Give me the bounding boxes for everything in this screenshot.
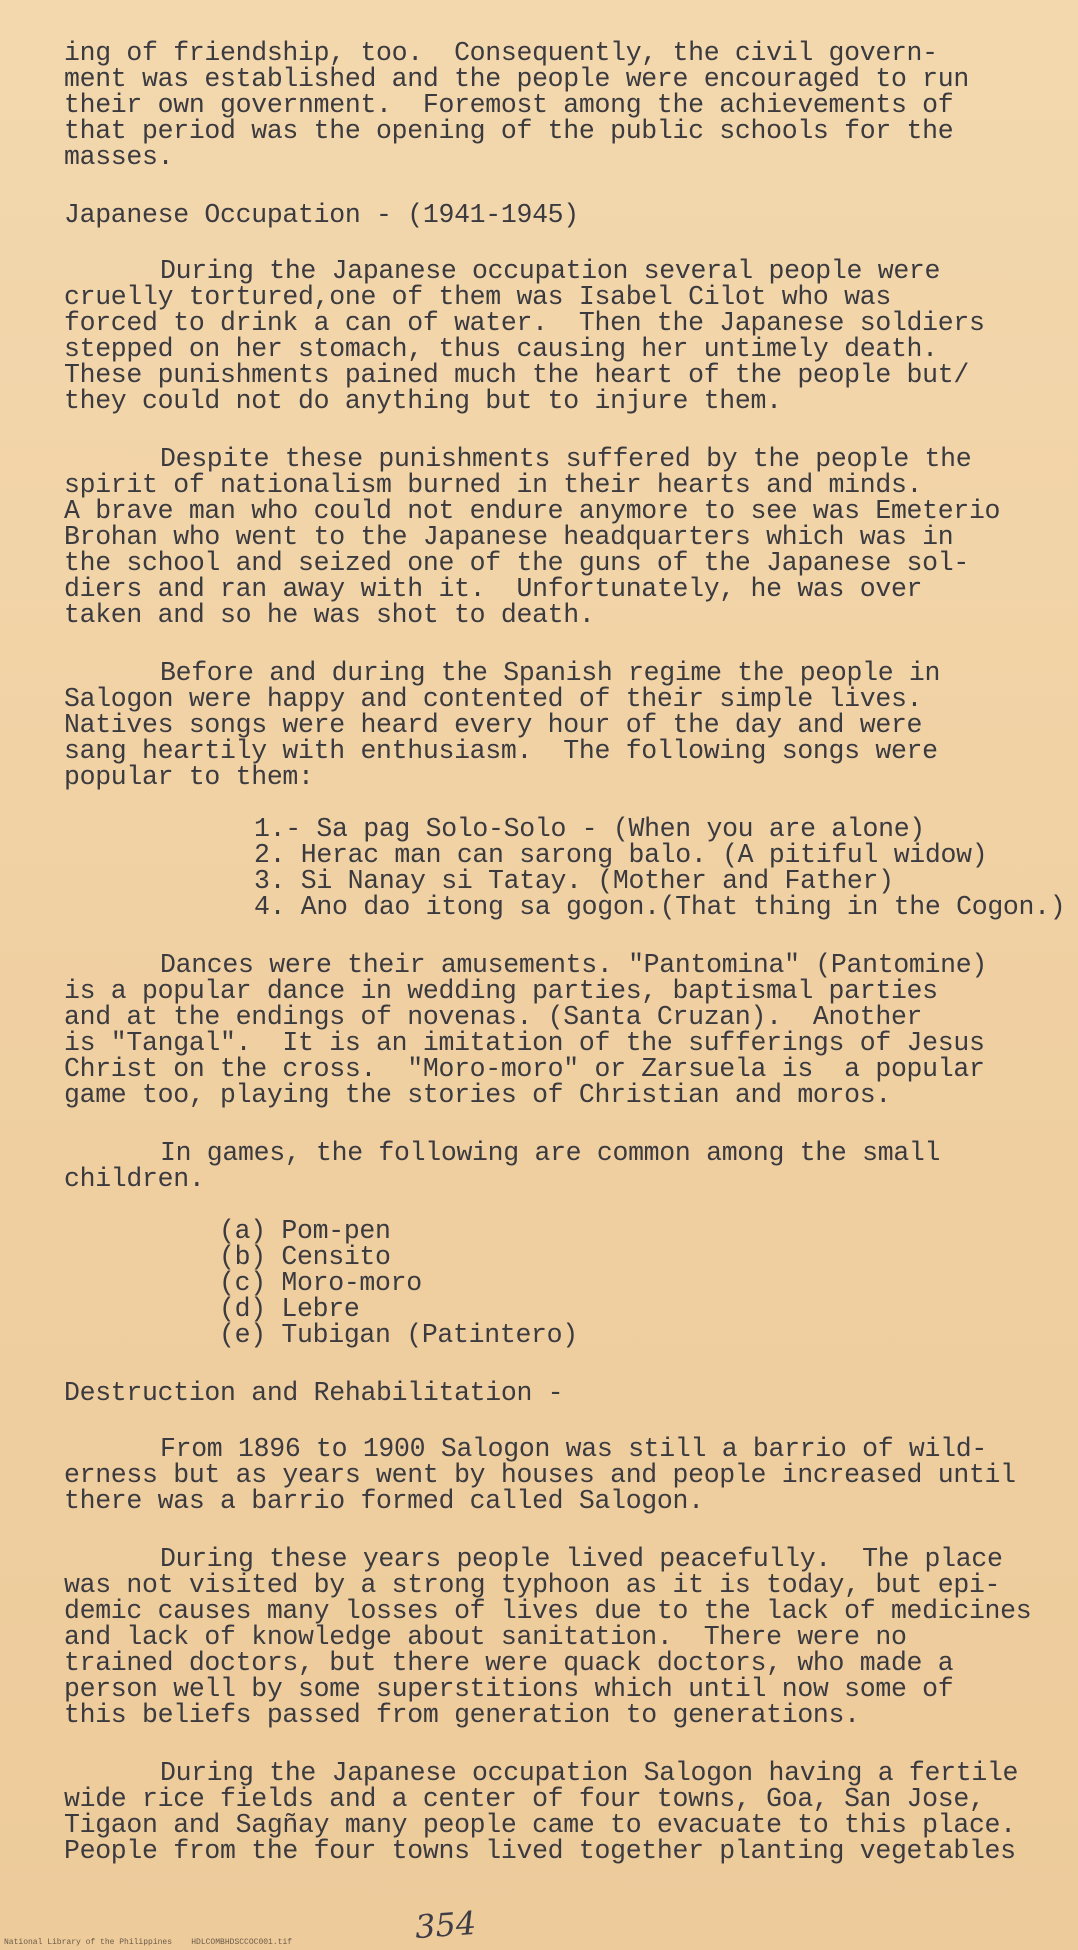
songs-list <box>64 814 1066 922</box>
paragraph-nationalism <box>64 446 1044 628</box>
list-item: (b) Censito <box>219 1242 391 1272</box>
text-line: People from the four towns lived together planting vegetables <box>64 1836 1016 1866</box>
text-line: demic causes many losses of lives due to the lack of medicines <box>64 1596 1032 1626</box>
text-line: that period was the opening of the public schools for the <box>64 116 954 146</box>
list-item: (d) Lebre <box>219 1294 360 1324</box>
text-line: ment was established and the people were encouraged to run <box>64 64 969 94</box>
text-line: Before and during the Spanish regime the people in <box>160 658 941 688</box>
paragraph-epidemic <box>64 1546 1044 1728</box>
list-item: 2. Herac man can sarong balo. (A pitiful widow) <box>254 840 988 870</box>
list-item: 3. Si Nanay si Tatay. (Mother and Father) <box>254 866 894 896</box>
text-line: Salogon were happy and contented of their simple lives. <box>64 684 923 714</box>
text-line: the school and seized one of the guns of the Japanese sol- <box>64 548 969 578</box>
text-line: During the Japanese occupation Salogon having a fertile <box>160 1758 1019 1788</box>
paragraph-dances <box>64 952 1044 1108</box>
text-line: Dances were their amusements. "Pantomina" (Pantomine) <box>160 950 987 980</box>
text-line: person well by some superstitions which until now some of <box>64 1674 954 1704</box>
text-line: cruelly tortured,one of them was Isabel Cilot who was <box>64 282 891 312</box>
text-line: they could not do anything but to injure them. <box>64 386 782 416</box>
text-line: their own government. Foremost among the achievements of <box>64 90 954 120</box>
list-item: 4. Ano dao itong sa gogon.(That thing in the Cogon.) <box>254 892 1066 922</box>
list-item: 1.- Sa pag Solo-Solo - (When you are alone) <box>254 814 925 844</box>
text-line: From 1896 to 1900 Salogon was still a barrio of wild- <box>160 1434 987 1464</box>
scan-footer: National Library of the Philippines HDLCOMBHDSCCOC001.tif <box>4 1938 293 1947</box>
text-line: wide rice fields and a center of four towns, Goa, San Jose, <box>64 1784 985 1814</box>
text-line: taken and so he was shot to death. <box>64 600 595 630</box>
list-item: (c) Moro-moro <box>219 1268 422 1298</box>
text-line: is "Tangal". It is an imitation of the sufferings of Jesus <box>64 1028 985 1058</box>
list-item: (e) Tubigan (Patintero) <box>219 1320 578 1350</box>
text-line: sang heartily with enthusiasm. The following songs were <box>64 736 938 766</box>
text-line: game too, playing the stories of Christian and moros. <box>64 1080 891 1110</box>
text-line: In games, the following are common among the small <box>160 1138 941 1168</box>
text-line: there was a barrio formed called Salogon. <box>64 1486 704 1516</box>
text-line: spirit of nationalism burned in their hearts and minds. <box>64 470 923 500</box>
text-line: Christ on the cross. "Moro-moro" or Zarsuela is a popular <box>64 1054 985 1084</box>
text-line: During the Japanese occupation several people were <box>160 256 941 286</box>
text-line: Brohan who went to the Japanese headquarters which was in <box>64 522 954 552</box>
paragraph-spanish-regime <box>64 660 1044 790</box>
text-line: diers and ran away with it. Unfortunately, he was over <box>64 574 923 604</box>
paragraph-intro <box>64 40 1044 170</box>
text-line: masses. <box>64 142 174 172</box>
text-line: trained doctors, but there were quack doctors, who made a <box>64 1648 954 1678</box>
text-line: and at the endings of novenas. (Santa Cruzan). Another <box>64 1002 923 1032</box>
section-heading-destruction: Destruction and Rehabilitation - <box>64 1378 564 1408</box>
list-item: (a) Pom-pen <box>219 1216 391 1246</box>
text-line: is a popular dance in wedding parties, baptismal parties <box>64 976 938 1006</box>
text-line: ing of friendship, too. Consequently, the civil govern- <box>64 38 938 68</box>
section-heading-japanese-occupation: Japanese Occupation - (1941-1945) <box>64 200 579 230</box>
text-line: These punishments pained much the heart of the people but/ <box>64 360 969 390</box>
text-line: During these years people lived peacefully. The place <box>160 1544 1003 1574</box>
handwritten-page-number: 354 <box>413 1903 478 1947</box>
document-body <box>64 38 1066 1896</box>
text-line: Natives songs were heard every hour of the day and were <box>64 710 923 740</box>
text-line: forced to drink a can of water. Then the Japanese soldiers <box>64 308 985 338</box>
paragraph-games <box>64 1140 1044 1192</box>
text-line: Tigaon and Sagñay many people came to evacuate to this place. <box>64 1810 1016 1840</box>
text-line: this beliefs passed from generation to generations. <box>64 1700 860 1730</box>
text-line: erness but as years went by houses and people increased until <box>64 1460 1016 1490</box>
text-line: Despite these punishments suffered by the people the <box>160 444 972 474</box>
paragraph-evacuation <box>64 1760 1044 1864</box>
text-line: was not visited by a strong typhoon as it is today, but epi- <box>64 1570 1001 1600</box>
text-line: and lack of knowledge about sanitation. There were no <box>64 1622 907 1652</box>
text-line: A brave man who could not endure anymore to see was Emeterio <box>64 496 1001 526</box>
text-line: popular to them: <box>64 762 314 792</box>
games-list <box>64 1218 1044 1348</box>
text-line: children. <box>64 1164 205 1194</box>
paragraph-barrio-history <box>64 1436 1044 1514</box>
paragraph-japanese-torture <box>64 258 1044 414</box>
text-line: stepped on her stomach, thus causing her untimely death. <box>64 334 938 364</box>
